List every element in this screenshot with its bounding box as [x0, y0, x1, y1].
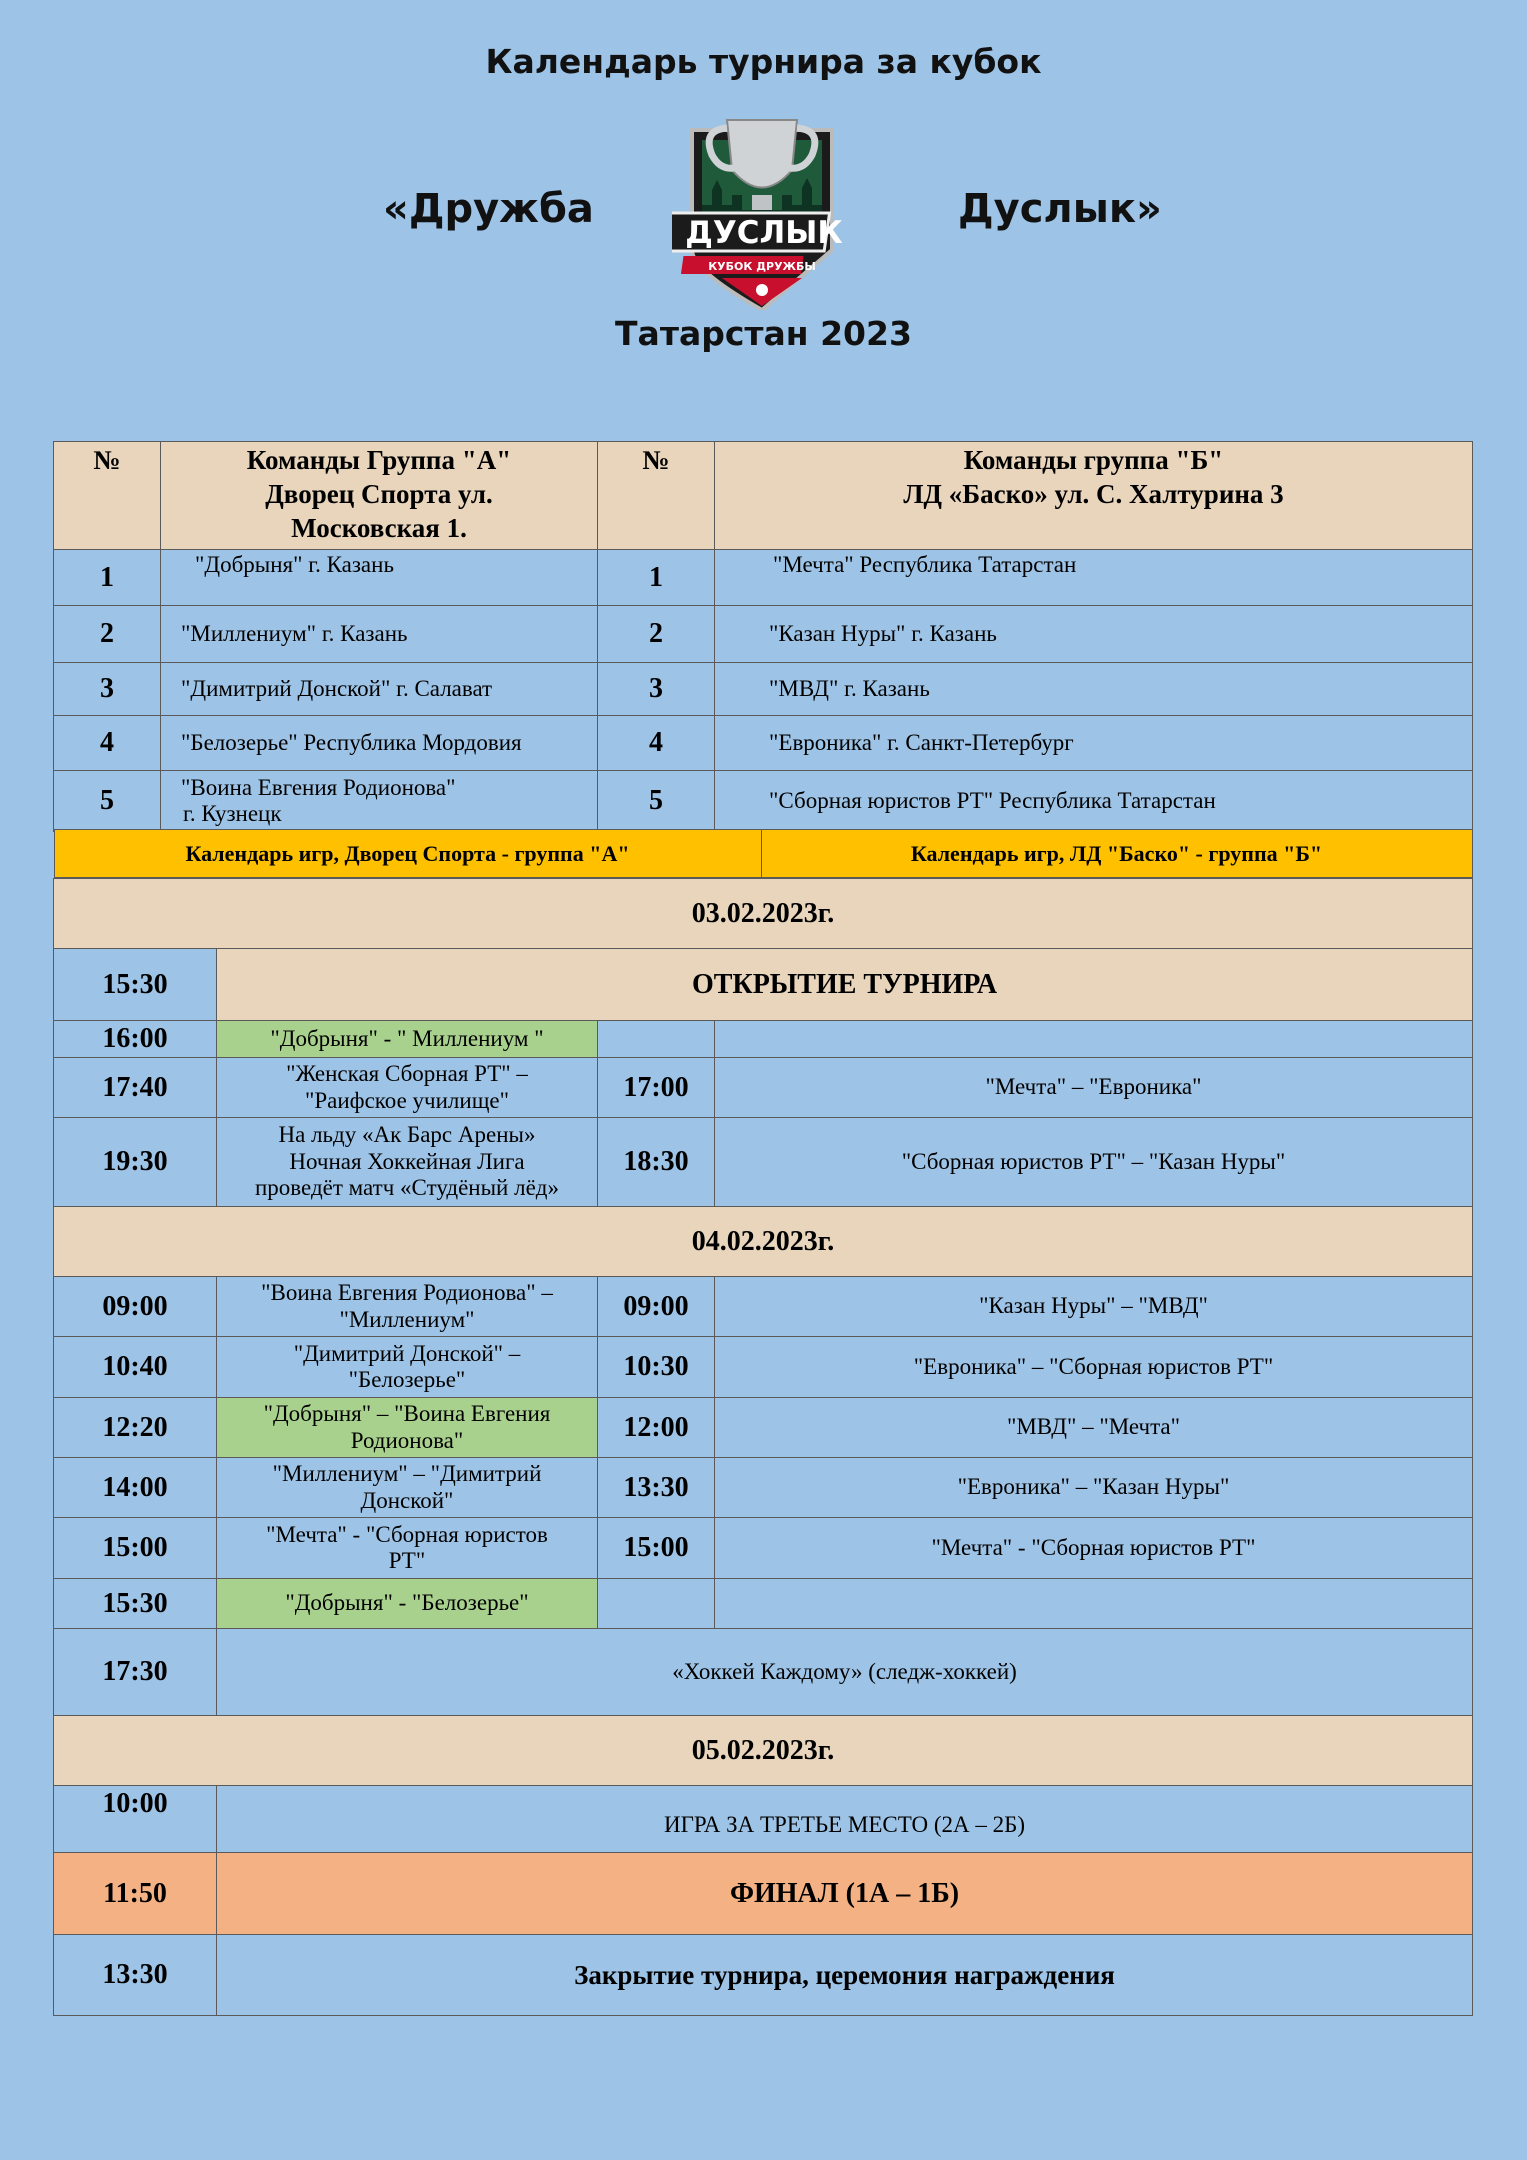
logo-subtext: КУБОК ДРУЖБЫ	[708, 260, 816, 273]
team-number: 2	[598, 606, 715, 663]
game-b: "Мечта" – "Евроника"	[715, 1058, 1473, 1118]
team-number: 3	[54, 663, 161, 716]
date-row	[54, 1716, 1473, 1786]
time-cell	[598, 1021, 715, 1058]
team-number: 5	[598, 771, 715, 832]
game-line: "Мечта" - "Сборная юристов	[266, 1521, 548, 1547]
game-line: "Миллениум" – "Димитрий	[272, 1461, 542, 1487]
game-line: На льду «Ак Барс Арены»	[278, 1122, 536, 1148]
team-number: 5	[54, 771, 161, 832]
time-cell: 13:30	[54, 1935, 217, 2016]
time-cell: 13:30	[598, 1458, 715, 1518]
time-cell: 12:20	[54, 1398, 217, 1458]
table-row	[54, 1398, 1473, 1458]
group-a-header-line: Команды Группа "А"	[246, 445, 512, 475]
time-cell: 14:00	[54, 1458, 217, 1518]
team-name: "Белозерье" Республика Мордовия	[161, 716, 598, 771]
team-name: "Сборная юристов РТ" Республика Татарстан	[715, 771, 1473, 832]
date-label: 03.02.2023г.	[54, 879, 1473, 949]
table-row	[54, 716, 1473, 771]
third-place-row	[54, 1786, 1473, 1853]
time-cell: 15:00	[598, 1518, 715, 1579]
table-row	[54, 771, 1473, 832]
team-name: "Евроника" г. Санкт-Петербург	[715, 716, 1473, 771]
table-row	[54, 550, 1473, 606]
closing-row	[54, 1935, 1473, 2016]
game-a	[217, 1518, 598, 1579]
title-right-word: Дуслык»	[958, 186, 1162, 232]
calendar-headers-row	[54, 829, 1473, 879]
team-number: 1	[54, 550, 161, 606]
time-cell: 15:30	[54, 949, 217, 1021]
game-line: Донской"	[360, 1487, 454, 1513]
game-a	[217, 1398, 598, 1458]
game-a: "Добрыня" - "Белозерье"	[217, 1579, 598, 1629]
time-cell: 17:30	[54, 1629, 217, 1716]
game-line: "Димитрий Донской" –	[293, 1340, 521, 1366]
time-cell: 15:00	[54, 1518, 217, 1579]
table-row	[54, 663, 1473, 716]
date-row	[54, 879, 1473, 949]
game-line: РТ"	[388, 1548, 426, 1573]
time-cell: 12:00	[598, 1398, 715, 1458]
closing-text: Закрытие турнира, церемония награждения	[217, 1935, 1473, 2016]
game-a	[217, 1118, 598, 1207]
sledge-text: «Хоккей Каждому» (следж-хоккей)	[217, 1629, 1473, 1716]
group-b-header-line: Команды группа "Б"	[963, 445, 1224, 475]
team-number: 2	[54, 606, 161, 663]
team-name: "Миллениум" г. Казань	[161, 606, 598, 663]
opening-row	[54, 949, 1473, 1021]
team-name: "Добрыня" г. Казань	[161, 550, 598, 606]
opening-text: ОТКРЫТИЕ ТУРНИРА	[217, 949, 1473, 1021]
game-line: "Раифское училище"	[304, 1087, 510, 1113]
final-row	[54, 1853, 1473, 1935]
game-a	[217, 1458, 598, 1518]
team-number: 4	[598, 716, 715, 771]
group-a-header-line: Московская 1.	[291, 512, 467, 543]
time-cell: 18:30	[598, 1118, 715, 1207]
teams-table	[53, 441, 1473, 832]
time-cell: 10:30	[598, 1337, 715, 1398]
group-a-header	[161, 442, 598, 550]
time-cell: 17:40	[54, 1058, 217, 1118]
time-cell: 15:30	[54, 1579, 217, 1629]
game-line: "Женская Сборная РТ" –	[286, 1061, 528, 1087]
game-a	[217, 1058, 598, 1118]
table-row	[54, 1579, 1473, 1629]
game-b: "Евроника" – "Сборная юристов РТ"	[715, 1337, 1473, 1398]
game-a	[217, 1277, 598, 1337]
game-b: "Мечта" - "Сборная юристов РТ"	[715, 1518, 1473, 1579]
team-number: 1	[598, 550, 715, 606]
game-line: "Миллениум"	[339, 1306, 475, 1332]
game-line: проведёт матч «Студёный лёд»	[255, 1175, 559, 1201]
team-number: 4	[54, 716, 161, 771]
page-subtitle: Татарстан 2023	[615, 314, 912, 353]
game-a: "Добрыня" - " Миллениум "	[217, 1021, 598, 1058]
team-name: "Казан Нуры" г. Казань	[715, 606, 1473, 663]
no-header-b: №	[598, 442, 715, 550]
group-b-header-line: ЛД «Баско» ул. С. Халтурина 3	[903, 478, 1284, 509]
date-label: 05.02.2023г.	[54, 1716, 1473, 1786]
final-text: ФИНАЛ (1А – 1Б)	[217, 1853, 1473, 1935]
team-name: "МВД" г. Казань	[715, 663, 1473, 716]
game-b: "Евроника" – "Казан Нуры"	[715, 1458, 1473, 1518]
game-b	[715, 1579, 1473, 1629]
time-cell: 10:40	[54, 1337, 217, 1398]
no-header-a: №	[54, 442, 161, 550]
time-cell	[598, 1579, 715, 1629]
time-cell: 11:50	[54, 1853, 217, 1935]
team-name: "Димитрий Донской" г. Салават	[161, 663, 598, 716]
date-row	[54, 1207, 1473, 1277]
team-name-line: "Воина Евгения Родионова"	[181, 774, 456, 800]
calendar-header-b: Календарь игр, ЛД "Баско" - группа "Б"	[762, 829, 1473, 878]
table-row	[54, 1058, 1473, 1118]
team-name: "Мечта" Республика Татарстан	[715, 550, 1473, 606]
team-name-line: г. Кузнецк	[183, 801, 282, 826]
game-line: Родионова"	[350, 1427, 464, 1453]
game-b: "Сборная юристов РТ" – "Казан Нуры"	[715, 1118, 1473, 1207]
table-row	[54, 1518, 1473, 1579]
logo-text: ДУСЛЫК	[685, 215, 843, 251]
calendar-header-a: Календарь игр, Дворец Спорта - группа "А"	[54, 829, 762, 878]
game-line: "Добрыня" – "Воина Евгения	[263, 1401, 551, 1427]
game-line: "Воина Евгения Родионова" –	[261, 1280, 553, 1306]
table-row	[54, 606, 1473, 663]
team-number: 3	[598, 663, 715, 716]
game-b: "Казан Нуры" – "МВД"	[715, 1277, 1473, 1337]
time-cell: 09:00	[54, 1277, 217, 1337]
teams-table-header	[54, 442, 1473, 550]
table-row	[54, 1021, 1473, 1058]
group-a-header-line: Дворец Спорта ул.	[265, 478, 493, 509]
title-left-word: «Дружба	[383, 186, 594, 232]
table-row	[54, 1277, 1473, 1337]
game-line: Ночная Хоккейная Лига	[289, 1148, 525, 1174]
date-label: 04.02.2023г.	[54, 1207, 1473, 1277]
game-line: "Белозерье"	[348, 1367, 466, 1392]
third-place-text: ИГРА ЗА ТРЕТЬЕ МЕСТО (2А – 2Б)	[217, 1786, 1473, 1853]
table-row	[54, 1118, 1473, 1207]
time-cell: 09:00	[598, 1277, 715, 1337]
sledge-row	[54, 1629, 1473, 1716]
time-cell: 10:00	[54, 1786, 217, 1853]
schedule-table	[53, 829, 1473, 2016]
table-row	[54, 1458, 1473, 1518]
game-a	[217, 1337, 598, 1398]
team-name	[161, 771, 598, 832]
cup-logo	[672, 110, 852, 310]
time-cell: 17:00	[598, 1058, 715, 1118]
group-b-header	[715, 442, 1473, 550]
game-b	[715, 1021, 1473, 1058]
table-row	[54, 1337, 1473, 1398]
time-cell: 16:00	[54, 1021, 217, 1058]
page-title: Календарь турнира за кубок	[485, 42, 1042, 81]
time-cell: 19:30	[54, 1118, 217, 1207]
game-b: "МВД" – "Мечта"	[715, 1398, 1473, 1458]
